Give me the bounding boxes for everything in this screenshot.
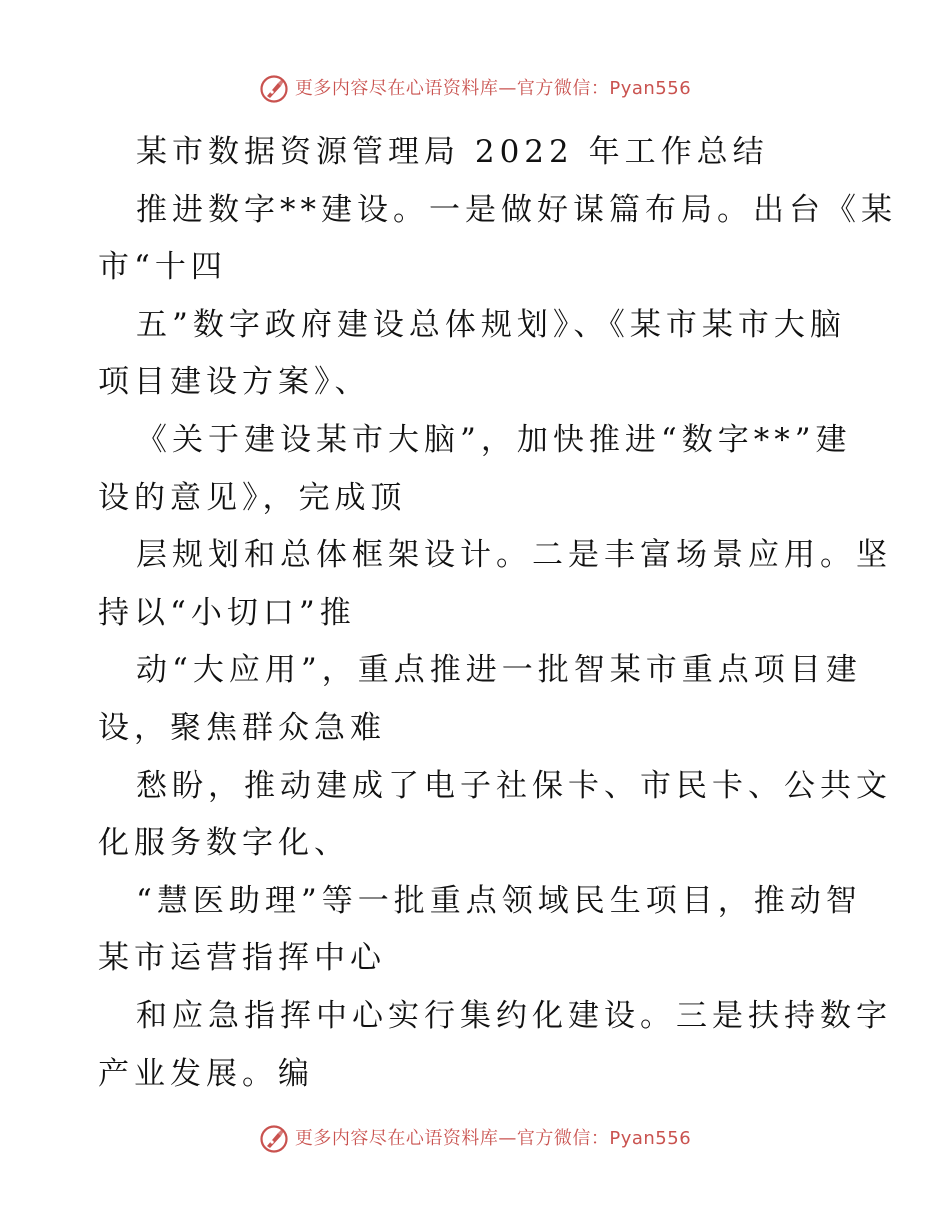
text-line: 设的意见》，完成顶 bbox=[98, 479, 407, 516]
text-line: “慧医助理”等一批重点领域民生项目，推动智 bbox=[136, 882, 862, 919]
text-line: 设，聚焦群众急难 bbox=[98, 709, 386, 746]
text-line: 五”数字政府建设总体规划》、《某市某市大脑 bbox=[136, 306, 846, 343]
header-watermark-text: 更多内容尽在心语资料库—官方微信：Pyan556 bbox=[294, 78, 692, 99]
text-line: 愁盼，推动建成了电子社保卡、市民卡、公共文 bbox=[136, 767, 892, 804]
text-line: 产业发展。编 bbox=[98, 1055, 314, 1092]
text-line: 推进数字**建设。一是做好谋篇布局。出台《某 bbox=[136, 191, 897, 228]
text-line: 动“大应用”，重点推进一批智某市重点项目建 bbox=[136, 652, 862, 689]
document-body bbox=[98, 124, 897, 1103]
pen-nib-logo-icon bbox=[259, 74, 289, 104]
text-line: 层规划和总体框架设计。二是丰富场景应用。坚 bbox=[136, 537, 892, 574]
text-line: 《关于建设某市大脑”，加快推进“数字**”建 bbox=[136, 421, 852, 458]
text-line: 持以“小切口”推 bbox=[98, 594, 356, 631]
footer-watermark bbox=[0, 1122, 950, 1156]
document-title: 某市数据资源管理局 2022 年工作总结 bbox=[136, 134, 769, 170]
text-line: 市“十四 bbox=[98, 249, 227, 286]
text-line: 某市运营指挥中心 bbox=[98, 940, 386, 977]
text-line: 化服务数字化、 bbox=[98, 825, 350, 862]
text-line: 项目建设方案》、 bbox=[98, 364, 371, 401]
text-line: 和应急指挥中心实行集约化建设。三是扶持数字 bbox=[136, 997, 892, 1034]
pen-nib-logo-icon bbox=[259, 1124, 289, 1154]
header-watermark bbox=[0, 72, 950, 106]
footer-watermark-text: 更多内容尽在心语资料库—官方微信：Pyan556 bbox=[294, 1128, 692, 1149]
